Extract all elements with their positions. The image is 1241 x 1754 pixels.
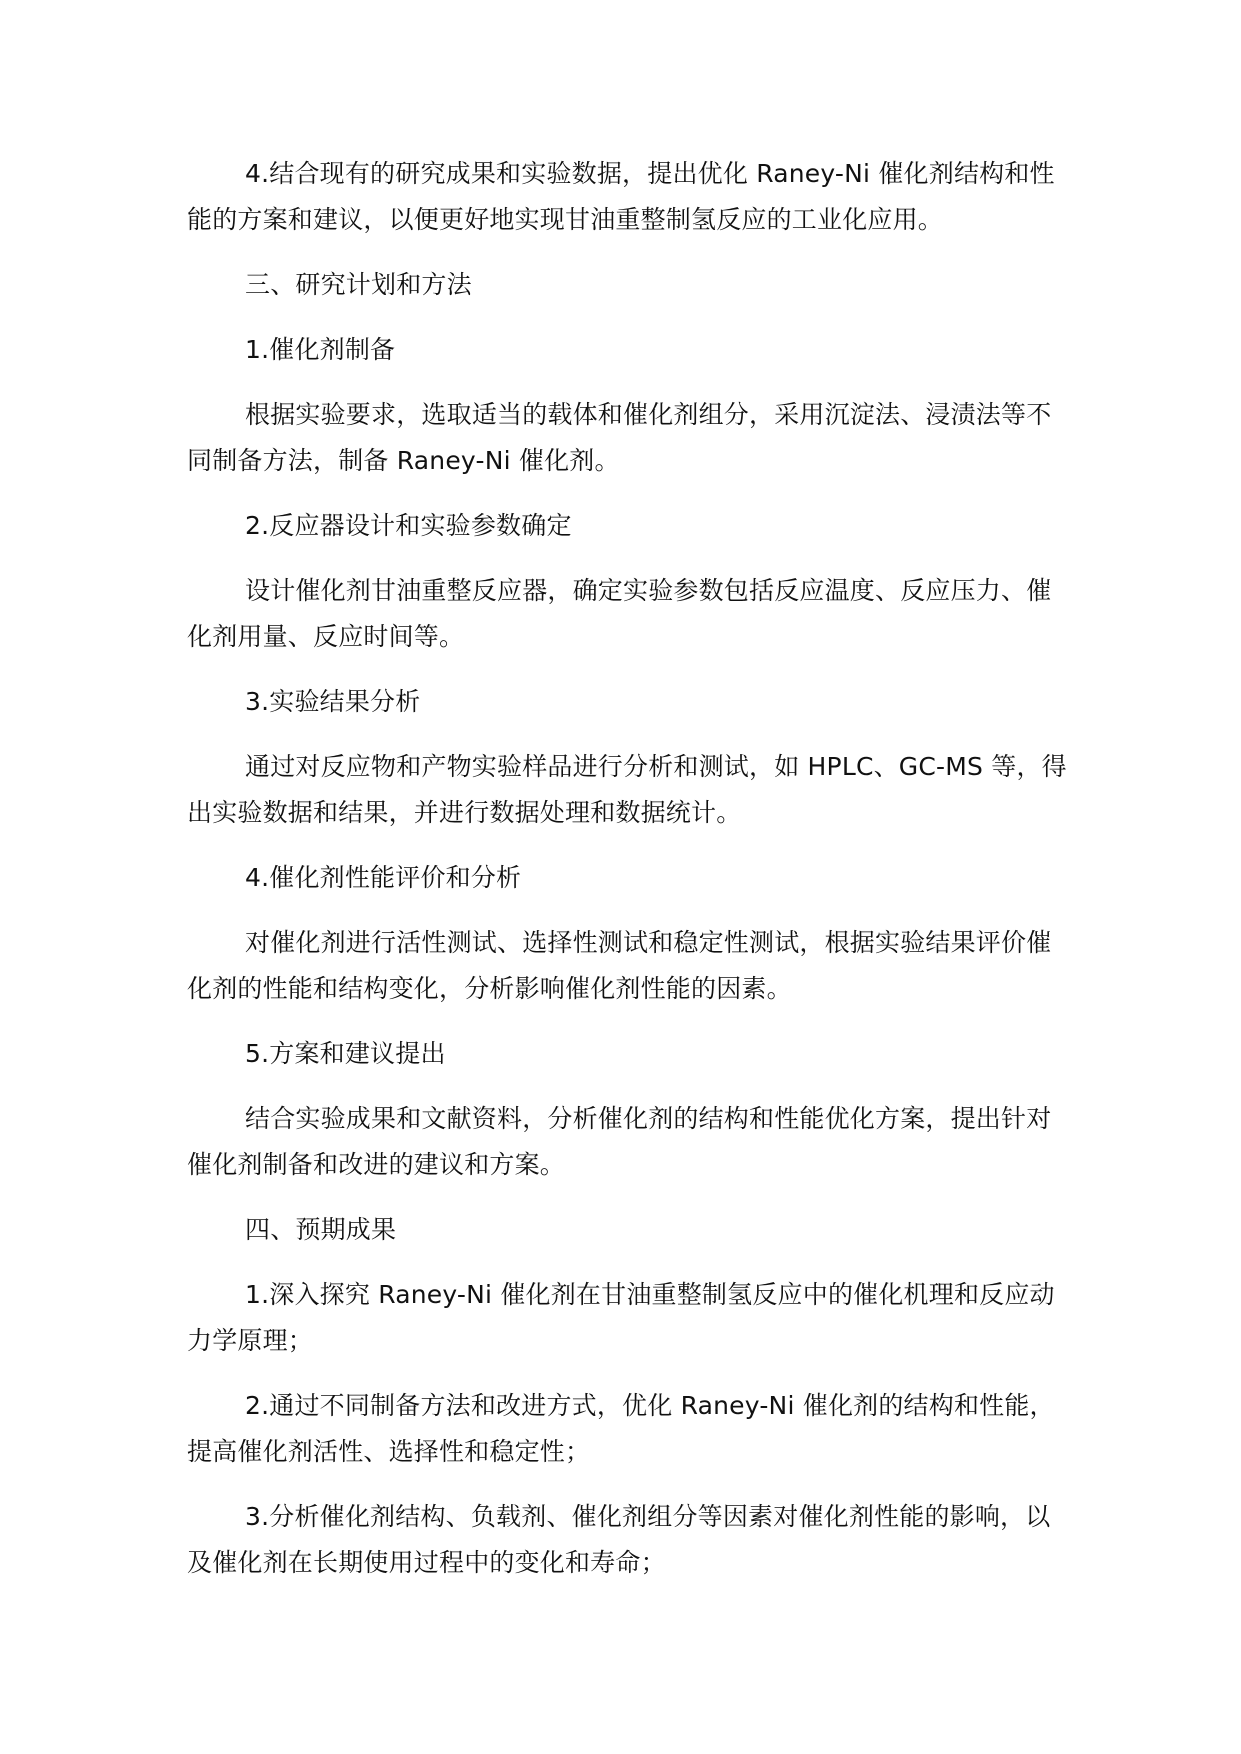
paragraph-performance-evaluation: 对催化剂进行活性测试、选择性测试和稳定性测试，根据实验结果评价催化剂的性能和结构变化，分析影响催化剂性能的因素。 bbox=[187, 928, 1052, 1003]
subheading-performance-evaluation: 4.催化剂性能评价和分析 bbox=[245, 863, 522, 892]
paragraph-proposals: 结合实验成果和文献资料，分析催化剂的结构和性能优化方案，提出针对催化剂制备和改进的建议和方案。 bbox=[187, 1104, 1052, 1179]
subheading-proposals: 5.方案和建议提出 bbox=[245, 1039, 446, 1068]
document-body bbox=[187, 151, 1067, 1605]
paragraph-objective-4: 4.结合现有的研究成果和实验数据，提出优化 Raney-Ni 催化剂结构和性能的方案和建议，以便更好地实现甘油重整制氢反应的工业化应用。 bbox=[187, 159, 1055, 234]
paragraph-expected-result-3: 3.分析催化剂结构、负载剂、催化剂组分等因素对催化剂性能的影响，以及催化剂在长期使用过程中的变化和寿命； bbox=[187, 1502, 1051, 1577]
section-heading-research-plan: 三、研究计划和方法 bbox=[245, 270, 472, 299]
subheading-result-analysis: 3.实验结果分析 bbox=[245, 687, 421, 716]
paragraph-expected-result-1: 1.深入探究 Raney-Ni 催化剂在甘油重整制氢反应中的催化机理和反应动力学原理； bbox=[187, 1280, 1055, 1355]
paragraph-catalyst-preparation: 根据实验要求，选取适当的载体和催化剂组分，采用沉淀法、浸渍法等不同制备方法，制备 Raney-Ni 催化剂。 bbox=[187, 400, 1052, 475]
subheading-catalyst-preparation: 1.催化剂制备 bbox=[245, 335, 396, 364]
section-heading-expected-results: 四、预期成果 bbox=[245, 1215, 397, 1244]
paragraph-reactor-design: 设计催化剂甘油重整反应器，确定实验参数包括反应温度、反应压力、催化剂用量、反应时间等。 bbox=[187, 576, 1052, 651]
subheading-reactor-design: 2.反应器设计和实验参数确定 bbox=[245, 511, 572, 540]
paragraph-result-analysis: 通过对反应物和产物实验样品进行分析和测试，如 HPLC、GC-MS 等，得出实验数据和结果，并进行数据处理和数据统计。 bbox=[187, 752, 1067, 827]
paragraph-expected-result-2: 2.通过不同制备方法和改进方式，优化 Raney-Ni 催化剂的结构和性能，提高催化剂活性、选择性和稳定性； bbox=[187, 1391, 1055, 1466]
